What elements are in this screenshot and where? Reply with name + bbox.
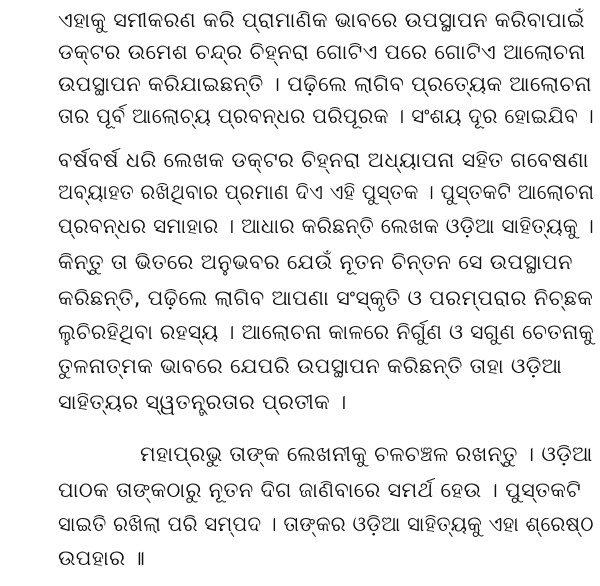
text-line: କିନ୍ତୁ ତା ଭିତରେ ଅନୁଭବର ଯେଉଁ ନୂତନ ଚିନ୍ତନ ସେ ଉପସ୍ଥାପନ [58,250,573,274]
text-line: ମହାପ୍ରଭୁ ତାଙ୍କ ଲେଖନୀକୁ ଚଳଚଞ୍ଚଳ ରଖନ୍ତୁ । ଓଡ଼ିଆ [140,442,593,466]
text-line: ଡକ୍ଟର ଉମେଶ ଚନ୍ଦ୍ର ଚିହ୍ନରା ଗୋଟିଏ ପରେ ଗୋଟିଏ ଆଲୋଚନା [58,40,586,64]
text-line: ବର୍ଷବର୍ଷ ଧରି ଲେଖକ ଡକ୍ଟର ଚିହ୍ନରା ଅଧ୍ୟାପନା ସହିତ ଗବେଷଣା [58,148,589,172]
text-line: ସାଇତି ରଖିଲା ପରି ସମ୍ପଦ । ତାଙ୍କର ଓଡ଼ିଆ ସାହିତ୍ୟକୁ ଏହା ଶ୍ରେଷ୍ଠ [58,512,594,536]
text-line: ତାର ପୂର୍ବ ଆଲୋଚ୍ୟ ପ୍ରବନ୍ଧର ପରିପୂରକ । ସଂଶୟ ଦୂର ହୋଇଯିବ । [58,104,595,128]
text-line: ଏହାକୁ ସମୀକରଣ କରି ପ୍ରାମାଣିକ ଭାବରେ ଉପସ୍ଥାପନ କରିବାପାଇଁ [58,8,585,32]
text-line: ଲୁଚିରହିଥିବା ରହସ୍ୟ । ଆଲୋଚନା କାଳରେ ନିର୍ଗୁଣ ଓ ସଗୁଣ ଚେତନାକୁ [58,320,594,344]
text-line: ପ୍ରବନ୍ଧର ସମାହାର । ଆଧାର କରିଛନ୍ତି ଲେଖକ ଓଡ଼ିଆ ସାହିତ୍ୟକୁ । [58,214,595,238]
text-line: ଉପସ୍ଥାପନ କରିଯାଇଛନ୍ତି । ପଢ଼ିଲେ ଲାଗିବ ପ୍ରତ୍ୟେକ ଆଲୋଚନା [58,72,592,96]
text-line: ଅବ୍ୟାହତ ରଖିଥିବାର ପ୍ରମାଣ ଦିଏ ଏହି ପୁସ୍ତକ । ପୁସ୍ତକଟି ଆଲୋଚନା [58,180,595,204]
text-line: ପାଠକ ତାଙ୍କଠାରୁ ନୂତନ ଦିଗ ଜାଣିବାରେ ସମର୍ଥ ହେଉ । ପୁସ୍ତକଟି [58,478,582,502]
text-line: କରିଛନ୍ତି, ପଢ଼ିଲେ ଲାଗିବ ଆପଣା ସଂସ୍କୃତି ଓ ପରମ୍ପରାର ନିଚ୍ଛକ [58,286,594,310]
text-line: ସାହିତ୍ୟର ସ୍ୱତନ୍ତ୍ରତାର ପ୍ରତୀକ । [58,390,347,414]
text-line: ତୁଳନାତ୍ମକ ଭାବରେ ଯେପରି ଉପସ୍ଥାପନ କରିଛନ୍ତି ତାହା ଓଡ଼ିଆ [58,354,563,378]
text-line: ଉପହାର ॥ [58,546,146,570]
